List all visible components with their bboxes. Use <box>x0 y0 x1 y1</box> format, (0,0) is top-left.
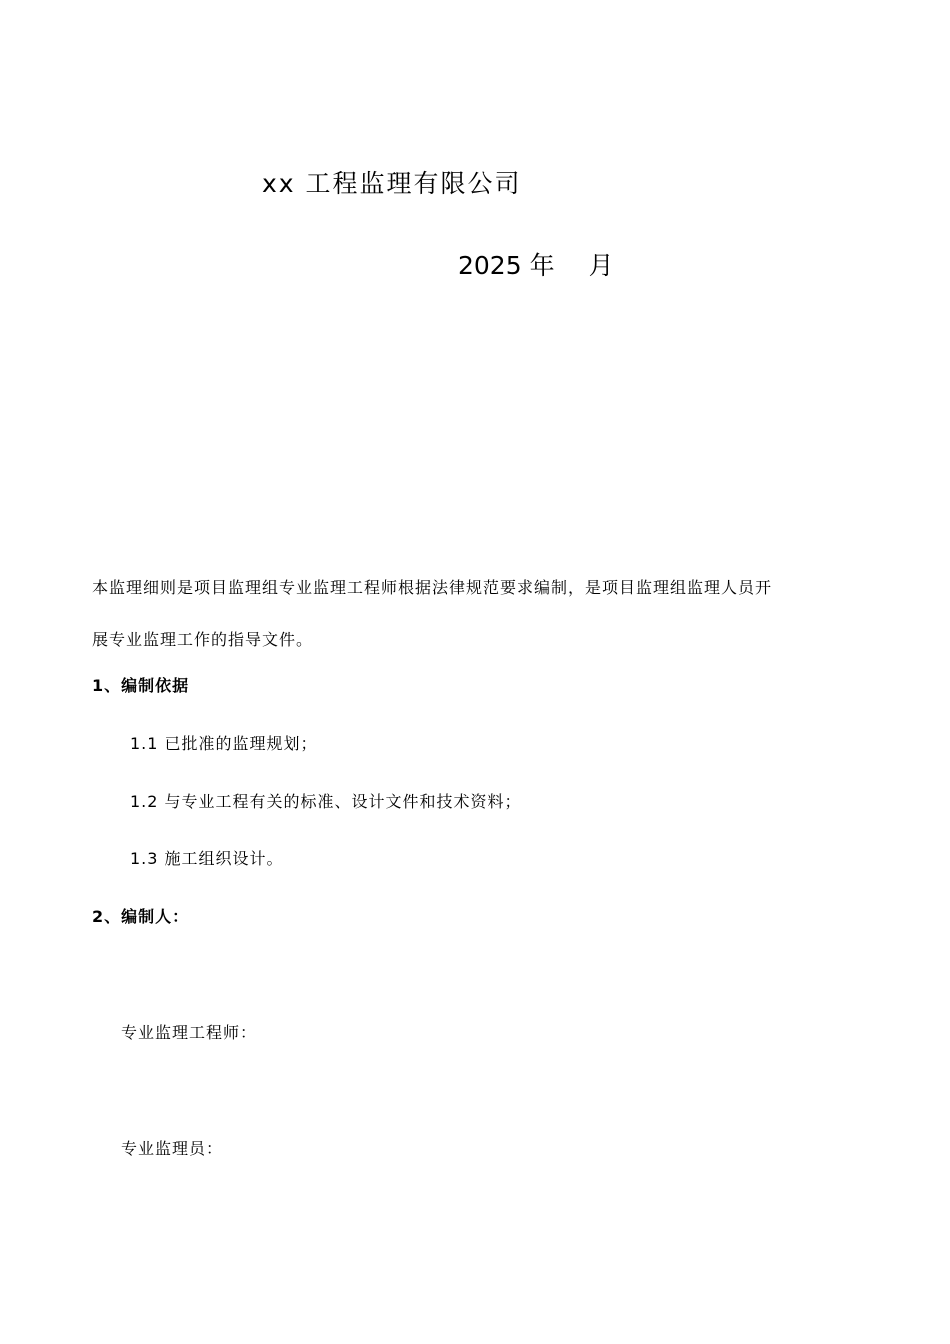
cover-year: 2025 <box>458 251 522 280</box>
company-name: xx 工程监理有限公司 <box>262 169 522 198</box>
supervisor-signature-label: 专业监理员： <box>121 1139 224 1158</box>
intro-line-1: 本监理细则是项目监理组专业监理工程师根据法律规范要求编制，是项目监理组监理人员开 <box>92 578 773 597</box>
section-heading-basis: 1、编制依据 <box>92 676 190 695</box>
basis-item-1: 1.1 已批准的监理规划； <box>130 734 318 753</box>
basis-item-2: 1.2 与专业工程有关的标准、设计文件和技术资料； <box>130 792 522 811</box>
cover-year-suffix: 年 <box>529 251 555 280</box>
cover-date <box>458 248 614 284</box>
basis-item-3: 1.3 施工组织设计。 <box>130 849 284 868</box>
section-heading-author: 2、编制人： <box>92 907 190 926</box>
intro-line-2: 展专业监理工作的指导文件。 <box>92 630 314 649</box>
intro-paragraph <box>92 562 862 666</box>
cover-month-suffix: 月 <box>588 251 614 280</box>
engineer-signature-label: 专业监理工程师： <box>121 1023 258 1042</box>
